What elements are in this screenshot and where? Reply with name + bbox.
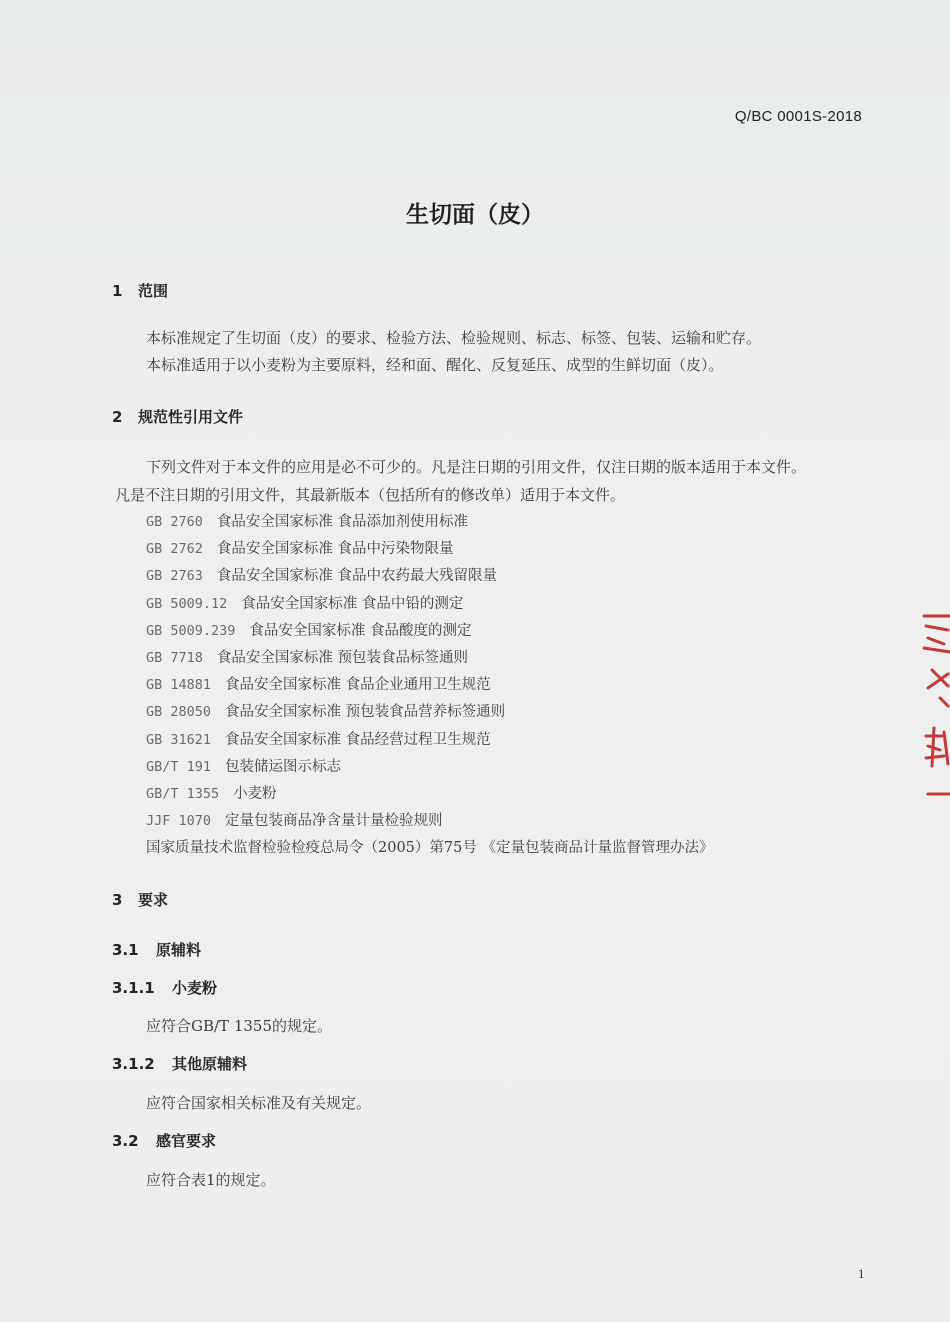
reference-item — [146, 701, 713, 728]
section-title: 范围 — [138, 282, 169, 300]
reference-title: 食品安全国家标准 食品中铅的测定 — [241, 595, 464, 612]
reference-code: GB 5009.239 — [146, 622, 236, 639]
reference-item — [146, 593, 713, 620]
reference-item — [146, 729, 713, 756]
reference-code: JJF 1070 — [146, 813, 212, 830]
reference-item — [146, 511, 713, 538]
reference-item — [146, 837, 713, 864]
scope-paragraph-2: 本标准适用于以小麦粉为主要原料，经和面、醒化、反复延压、成型的生鲜切面（皮）。 — [146, 356, 724, 374]
reference-title: 食品安全国家标准 食品中农药最大残留限量 — [216, 568, 498, 585]
reference-title: 食品安全国家标准 预包装食品标签通则 — [216, 649, 469, 666]
reference-title: 食品安全国家标准 食品酸度的测定 — [249, 622, 472, 639]
reference-item — [146, 538, 713, 565]
reference-code: GB 5009.12 — [146, 595, 228, 612]
document-title: 生切面（皮） — [406, 202, 544, 228]
reference-title: 食品安全国家标准 食品添加剂使用标准 — [216, 514, 469, 530]
reference-item — [146, 620, 713, 647]
reference-item — [146, 647, 713, 674]
section-3-1-2-heading — [112, 1053, 247, 1074]
reference-title: 小麦粉 — [233, 785, 277, 802]
scope-paragraph-1: 本标准规定了生切面（皮）的要求、检验方法、检验规则、标志、标签、包装、运输和贮存。 — [146, 329, 762, 347]
reference-item — [146, 674, 713, 701]
wheat-flour-requirement: 应符合GB/T 1355的规定。 — [146, 1017, 333, 1035]
reference-code: GB/T 191 — [146, 758, 212, 775]
section-number: 3.1 — [112, 941, 139, 959]
reference-code: GB/T 1355 — [146, 785, 220, 802]
section-title: 原辅料 — [156, 941, 202, 959]
reference-code: GB 2763 — [146, 568, 203, 585]
reference-title: 食品安全国家标准 食品企业通用卫生规范 — [225, 677, 491, 694]
section-title: 感官要求 — [156, 1132, 217, 1150]
reference-title: 食品安全国家标准 食品经营过程卫生规范 — [225, 731, 491, 748]
reference-item — [146, 565, 713, 592]
section-title: 小麦粉 — [172, 979, 218, 997]
other-materials-requirement: 应符合国家相关标准及有关规定。 — [146, 1094, 372, 1112]
reference-code: GB 31621 — [146, 731, 212, 748]
seal-stamp — [918, 608, 950, 800]
reference-item — [146, 810, 713, 837]
sensory-requirement: 应符合表1的规定。 — [146, 1171, 276, 1189]
section-title: 规范性引用文件 — [138, 408, 244, 426]
references-intro-line-1: 下列文件对于本文件的应用是必不可少的。凡是注日期的引用文件，仅注日期的版本适用于本文件。 — [146, 458, 807, 476]
section-3-2-heading — [112, 1130, 216, 1151]
section-3-1-1-heading — [112, 977, 217, 998]
normative-references-list — [146, 511, 713, 864]
reference-code: GB 2760 — [146, 514, 203, 530]
section-title: 其他原辅料 — [172, 1055, 248, 1073]
section-1-heading — [112, 280, 168, 301]
reference-code: GB 28050 — [146, 704, 212, 721]
section-number: 1 — [112, 282, 123, 300]
section-3-heading — [112, 889, 168, 910]
section-number: 3 — [112, 891, 123, 909]
reference-code: GB 2762 — [146, 541, 203, 558]
reference-title: 食品安全国家标准 预包装食品营养标签通则 — [225, 704, 506, 721]
section-number: 3.1.2 — [112, 1055, 155, 1073]
section-number: 2 — [112, 408, 123, 426]
reference-code: GB 14881 — [146, 677, 212, 694]
standard-code: Q/BC 0001S-2018 — [734, 108, 862, 125]
section-2-heading — [112, 406, 243, 427]
reference-item — [146, 783, 713, 810]
page-number: 1 — [858, 1266, 865, 1281]
reference-code: GB 7718 — [146, 649, 203, 666]
reference-title: 国家质量技术监督检验检疫总局令（2005）第75号 《定量包装商品计量监督管理办法》 — [146, 840, 714, 857]
reference-title: 定量包装商品净含量计量检验规则 — [225, 813, 443, 830]
section-number: 3.1.1 — [112, 979, 155, 997]
section-number: 3.2 — [112, 1132, 139, 1150]
reference-title: 包装储运图示标志 — [225, 758, 342, 775]
reference-title: 食品安全国家标准 食品中污染物限量 — [216, 541, 454, 558]
section-3-1-heading — [112, 939, 201, 960]
reference-item — [146, 756, 713, 783]
references-intro-line-2: 凡是不注日期的引用文件，其最新版本（包括所有的修改单）适用于本文件。 — [115, 486, 626, 504]
section-title: 要求 — [138, 891, 169, 909]
